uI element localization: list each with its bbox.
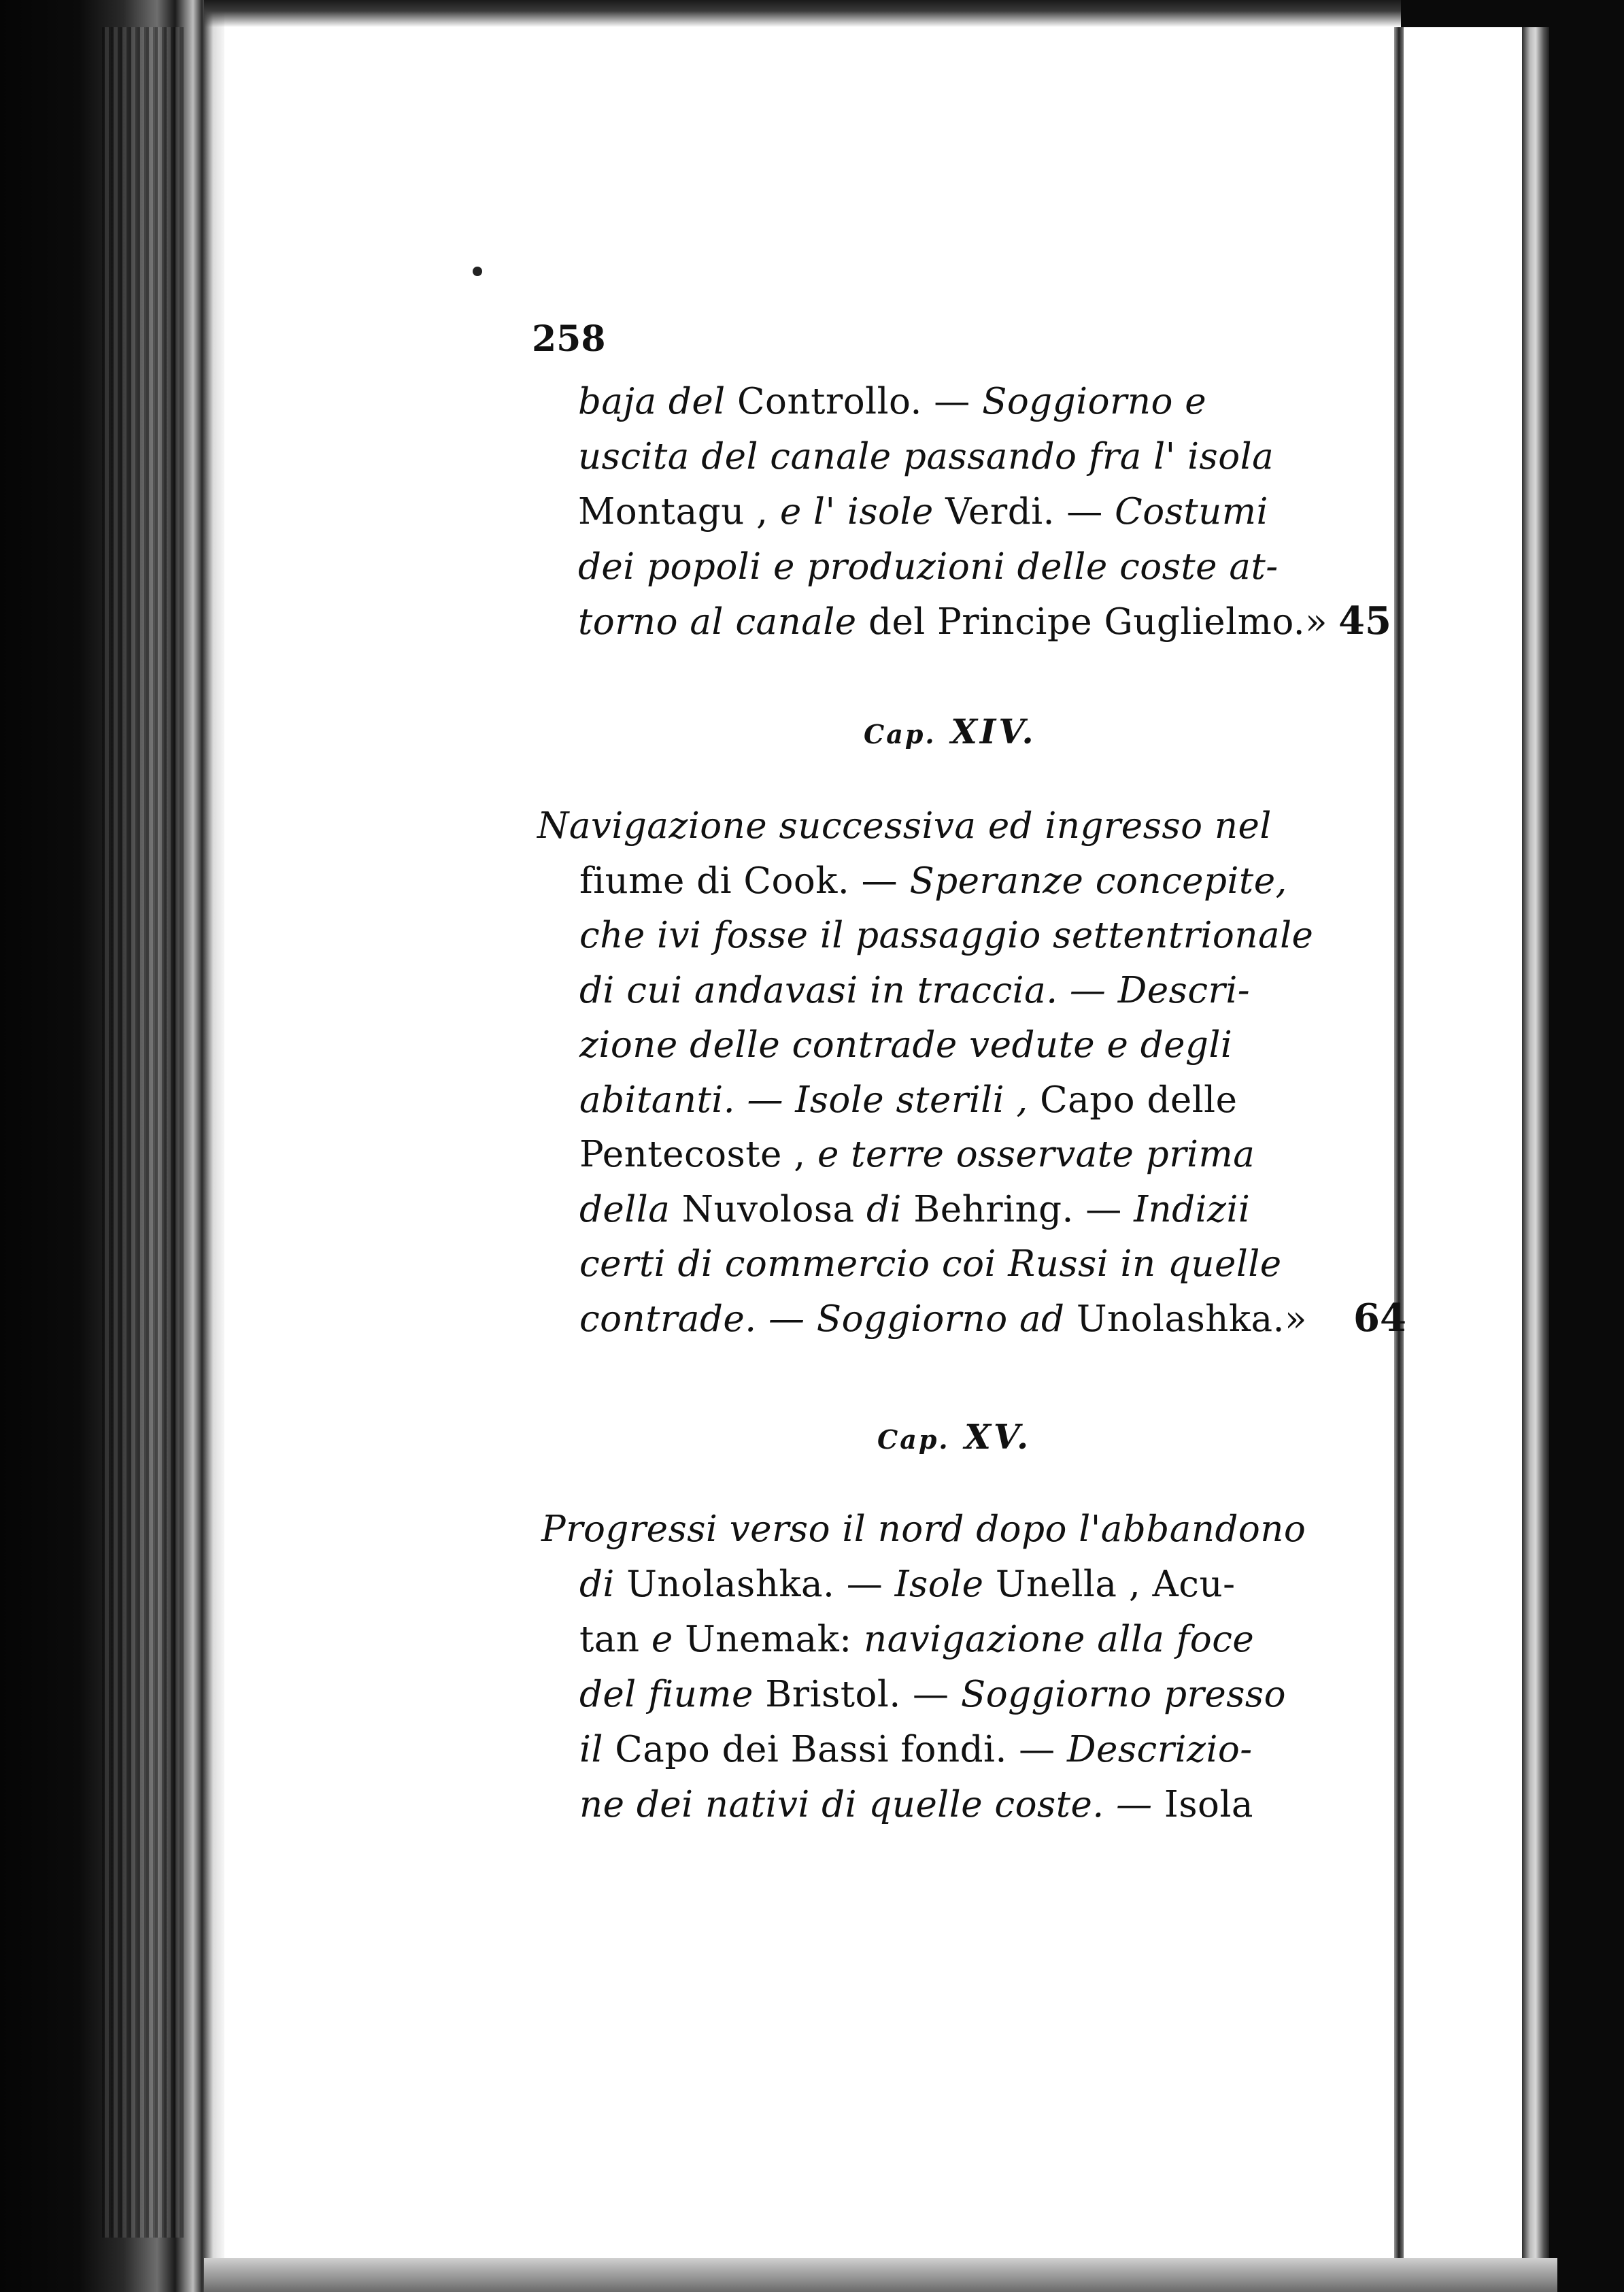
entry-line — [579, 1298, 1307, 1340]
text-run: Unolashka.» — [1076, 1298, 1307, 1340]
text-run: di — [866, 1188, 914, 1230]
text-run: certi di commercio coi Russi in quelle — [579, 1243, 1282, 1285]
entry-line — [579, 1189, 1250, 1230]
entry-line — [579, 1243, 1282, 1285]
chapter-heading — [877, 1417, 1031, 1457]
text-run: uscita del canale passando fra l' isola — [578, 436, 1274, 477]
text-run: navigazione alla foce — [863, 1619, 1255, 1660]
text-run: di — [579, 1564, 627, 1605]
page-bottom-edge — [204, 2258, 1557, 2292]
text-run: Isole — [894, 1564, 996, 1605]
entry-line — [579, 1619, 1254, 1660]
page-reference: 45 — [1338, 599, 1391, 643]
text-run: Unolashka. — — [626, 1564, 895, 1605]
text-run: Controllo. — — [737, 381, 983, 422]
entry-line — [578, 601, 1327, 643]
text-run: Isola — [1164, 1784, 1254, 1825]
text-run: Progressi verso il nord dopo l'abbandono — [541, 1509, 1306, 1550]
text-run: il — [579, 1729, 615, 1770]
page-right-edge — [1394, 27, 1404, 2258]
entry-line — [541, 1509, 1306, 1550]
text-run: Nuvolosa — [681, 1188, 867, 1230]
text-run: Navigazione successiva ed ingresso nel — [537, 805, 1272, 847]
entry-line — [579, 860, 1287, 902]
text-run: Bristol. — — [765, 1674, 961, 1715]
text-run: del Principe Guglielmo.» — [868, 601, 1328, 643]
text-run: Capo delle — [1040, 1079, 1238, 1121]
text-run: fiume di Cook. — — [579, 860, 910, 902]
entry-line — [579, 970, 1250, 1011]
chapter-number: XV. — [949, 1417, 1032, 1457]
top-shadow — [204, 0, 1401, 27]
entry-line — [578, 546, 1279, 588]
text-run: contrade. — Soggiorno ad — [579, 1298, 1077, 1340]
text-run: della — [579, 1188, 682, 1230]
text-run: Unella , Acu- — [995, 1564, 1236, 1605]
entry-line — [579, 1784, 1253, 1825]
text-run: Descrizio- — [1067, 1729, 1253, 1770]
entry-line — [579, 1024, 1232, 1066]
entry-line — [578, 491, 1268, 533]
text-run: ne dei nativi di quelle coste. — — [579, 1784, 1164, 1825]
chapter-label: Cap. — [864, 719, 936, 749]
text-run: baja del — [578, 381, 737, 422]
text-run: e l' isole — [779, 491, 946, 533]
text-run: Unemak: — [685, 1619, 864, 1660]
text-run: Soggiorno presso — [960, 1674, 1286, 1715]
text-run: e terre osservate prima — [817, 1134, 1255, 1175]
text-run: Behring. — — [913, 1188, 1134, 1230]
entry-line — [579, 1674, 1286, 1715]
text-run: tan — [579, 1619, 652, 1660]
text-run: Soggiorno e — [982, 381, 1207, 422]
page-number: 258 — [532, 318, 606, 360]
text-run: Capo dei Bassi fondi. — — [615, 1729, 1067, 1770]
entry-line — [578, 381, 1206, 422]
text-run: Speranze concepite, — [909, 860, 1287, 902]
page-reference: 64 — [1353, 1295, 1406, 1341]
text-run: dei popoli e produzioni delle coste at- — [578, 546, 1279, 588]
text-run: Costumi — [1115, 491, 1268, 533]
entry-line — [578, 436, 1274, 477]
entry-line — [537, 805, 1272, 847]
text-run: di cui andavasi in traccia. — Descri- — [579, 969, 1251, 1011]
chapter-number: XIV. — [936, 711, 1036, 752]
entry-line — [579, 1134, 1255, 1175]
entry-line — [579, 1079, 1238, 1121]
adjacent-page-edge — [1522, 27, 1549, 2265]
entry-line — [579, 1729, 1253, 1770]
text-run: zione delle contrade vedute e degli — [579, 1024, 1233, 1066]
text-run: Montagu , — [578, 491, 780, 533]
text-run: torno al canale — [578, 601, 869, 643]
scan-background-right — [1549, 0, 1624, 2292]
text-run: Pentecoste , — [579, 1134, 817, 1175]
chapter-label: Cap. — [877, 1424, 950, 1455]
entry-line — [579, 915, 1313, 956]
page-edges-texture — [102, 27, 184, 2238]
entry-line — [579, 1564, 1236, 1605]
text-run: Indizii — [1134, 1188, 1251, 1230]
text-run: che ivi fosse il passaggio settentrionale — [579, 915, 1314, 956]
text-run: e — [651, 1619, 686, 1660]
text-run: del fiume — [579, 1674, 766, 1715]
ink-dot — [473, 267, 482, 276]
text-run: abitanti. — Isole sterili , — [579, 1079, 1041, 1121]
text-run: Verdi. — — [945, 491, 1115, 533]
chapter-heading — [864, 711, 1036, 752]
